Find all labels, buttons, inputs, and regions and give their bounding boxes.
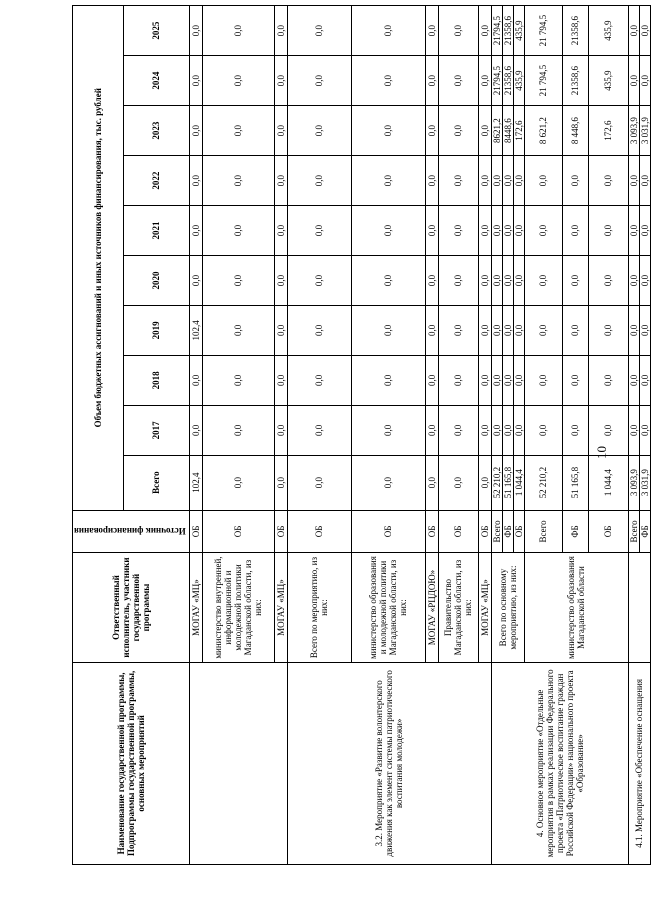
year-value-cell: 0,0 [425,305,438,355]
year-value-cell: 0,0 [425,405,438,455]
year-value-cell: 0,0 [189,255,202,305]
year-value-cell: 0,0 [274,355,287,405]
year-value-cell: 0,0 [438,6,478,56]
source-cell: ОБ [351,510,425,553]
year-value-cell: 0,0 [524,255,562,305]
col-executor-header: Ответственный исполнитель, участники государственной программы [73,553,190,662]
year-value-cell: 0,0 [524,206,562,256]
year-value-cell: 0,0 [513,405,524,455]
year-value-cell: 0,0 [639,56,650,106]
year-value-cell: 0,0 [425,6,438,56]
year-value-cell: 0,0 [189,355,202,405]
year-value-cell: 8621,2 [491,106,502,156]
year-value-cell: 0,0 [287,106,351,156]
year-value-cell: 21358,6 [562,6,588,56]
year-value-cell: 0,0 [562,405,588,455]
program-name-cell [189,662,287,864]
year-value-cell: 0,0 [628,56,639,106]
year-value-cell: 0,0 [562,355,588,405]
year-value-cell: 0,0 [189,56,202,106]
year-value-cell: 0,0 [502,206,513,256]
total-value-cell: 0,0 [287,455,351,510]
financing-table [72,5,651,865]
source-cell: ОБ [438,510,478,553]
year-value-cell: 8448,6 [502,106,513,156]
year-value-cell: 0,0 [438,255,478,305]
source-cell: ОБ [425,510,438,553]
year-value-cell: 0,0 [502,405,513,455]
year-value-cell: 0,0 [491,405,502,455]
year-value-cell: 3 031,9 [639,106,650,156]
year-value-cell: 8 448,6 [562,106,588,156]
year-value-cell: 0,0 [287,56,351,106]
executor-cell: Правительство Магаданской области, из них: [438,553,478,662]
executor-cell: МОГАУ «МЦ» [478,553,491,662]
year-value-cell: 21794,5 [491,56,502,106]
year-value-cell: 0,0 [202,6,274,56]
year-value-cell: 0,0 [639,6,650,56]
total-value-cell: 0,0 [351,455,425,510]
year-value-cell: 0,0 [513,206,524,256]
year-value-cell: 0,0 [588,156,628,206]
source-cell: ОБ [513,510,524,553]
col-source-header: Источник финансирования [73,510,190,553]
year-value-cell: 0,0 [639,255,650,305]
col-total-header: Всего [123,455,189,510]
total-value-cell: 3 031,9 [639,455,650,510]
executor-cell: Всего по мероприятию, из них: [287,553,351,662]
year-value-cell: 0,0 [202,405,274,455]
year-value-cell: 0,0 [351,156,425,206]
year-value-cell: 0,0 [189,206,202,256]
total-value-cell: 51 165,8 [502,455,513,510]
year-value-cell: 0,0 [628,405,639,455]
col-year-header: 2018 [123,355,189,405]
year-value-cell: 21794,5 [491,6,502,56]
year-value-cell: 435,9 [513,6,524,56]
table-row [491,6,502,865]
col-year-header: 2020 [123,255,189,305]
executor-cell [628,553,650,662]
year-value-cell: 0,0 [287,156,351,206]
total-value-cell: 3 093,9 [628,455,639,510]
year-value-cell: 0,0 [513,305,524,355]
year-value-cell: 0,0 [588,405,628,455]
year-value-cell: 0,0 [562,255,588,305]
year-value-cell: 0,0 [588,305,628,355]
year-value-cell: 0,0 [202,156,274,206]
year-value-cell: 0,0 [189,6,202,56]
year-value-cell: 0,0 [491,255,502,305]
year-value-cell: 21358,6 [502,56,513,106]
year-value-cell: 0,0 [513,156,524,206]
year-value-cell: 0,0 [438,405,478,455]
year-value-cell: 0,0 [202,56,274,106]
year-value-cell: 0,0 [202,355,274,405]
year-value-cell: 0,0 [478,6,491,56]
year-value-cell: 0,0 [628,206,639,256]
year-value-cell: 0,0 [478,305,491,355]
year-value-cell: 0,0 [425,156,438,206]
executor-cell: Всего по основному мероприятию, из них: [491,553,524,662]
year-value-cell: 0,0 [478,56,491,106]
year-value-cell: 0,0 [438,106,478,156]
year-value-cell: 0,0 [425,255,438,305]
year-value-cell: 0,0 [491,355,502,405]
year-value-cell: 0,0 [351,56,425,106]
year-value-cell: 0,0 [513,355,524,405]
year-value-cell: 0,0 [351,6,425,56]
year-value-cell: 435,9 [588,56,628,106]
year-value-cell: 0,0 [351,305,425,355]
year-value-cell: 0,0 [628,305,639,355]
year-value-cell: 0,0 [628,6,639,56]
year-value-cell: 0,0 [478,156,491,206]
year-value-cell: 0,0 [351,255,425,305]
year-value-cell: 0,0 [478,106,491,156]
year-value-cell: 0,0 [274,255,287,305]
source-cell: ФБ [639,510,650,553]
year-value-cell: 0,0 [274,206,287,256]
year-value-cell: 0,0 [588,355,628,405]
year-value-cell: 0,0 [351,355,425,405]
year-value-cell: 435,9 [588,6,628,56]
year-value-cell: 0,0 [639,305,650,355]
year-value-cell: 0,0 [189,156,202,206]
page-number: 10 [594,446,609,459]
total-value-cell: 0,0 [438,455,478,510]
table-row [189,6,202,865]
total-value-cell: 52 210,2 [524,455,562,510]
year-value-cell: 0,0 [287,255,351,305]
col-volume-header: Объем бюджетных ассигнований и иных источников финансирования, тыс. рублей [73,6,124,511]
year-value-cell: 0,0 [478,206,491,256]
year-value-cell: 0,0 [274,156,287,206]
executor-cell: МОГАУ «РЦДОЮ» [425,553,438,662]
year-value-cell: 0,0 [438,56,478,106]
executor-cell: МОГАУ «МЦ» [189,553,202,662]
col-year-header: 2025 [123,6,189,56]
year-value-cell: 0,0 [274,6,287,56]
year-value-cell: 0,0 [202,305,274,355]
year-value-cell: 0,0 [502,305,513,355]
executor-cell [524,553,628,662]
executor-cell: министерство образования и молодежной политики Магаданской области, из них: [351,553,425,662]
col-year-header: 2024 [123,56,189,106]
year-value-cell: 21 794,5 [524,6,562,56]
year-value-cell: 172,6 [588,106,628,156]
year-value-cell: 0,0 [502,156,513,206]
year-value-cell: 0,0 [189,405,202,455]
total-value-cell: 1 044,4 [513,455,524,510]
program-name-cell: 3.2. Мероприятие «Развитие волонтерского движения как элемент системы патриотического воспитания молодежи» [287,662,491,864]
year-value-cell: 21 794,5 [524,56,562,106]
year-value-cell: 435,9 [513,56,524,106]
table-row [628,6,639,865]
program-name-cell: 4.1. Мероприятие «Обеспечение оснащения [628,662,650,864]
col-name-header: Наименование государственной программы, Подпрограммы государственной программы, основных мероприятий [73,662,190,864]
year-value-cell: 21358,6 [502,6,513,56]
executor-label: министерство образования Магаданской области [566,556,587,660]
year-value-cell: 0,0 [639,405,650,455]
col-year-header: 2019 [123,305,189,355]
header-row-top [73,6,124,865]
year-value-cell: 0,0 [628,355,639,405]
source-cell: ОБ [189,510,202,553]
year-value-cell: 0,0 [202,255,274,305]
year-value-cell: 0,0 [524,405,562,455]
total-value-cell: 0,0 [202,455,274,510]
total-value-cell: 52 210,2 [491,455,502,510]
source-cell: ОБ [274,510,287,553]
year-value-cell: 0,0 [189,106,202,156]
year-value-cell: 8 621,2 [524,106,562,156]
total-value-cell: 1 044,4 [588,455,628,510]
executor-cell: МОГАУ «МЦ» [274,553,287,662]
year-value-cell: 3 093,9 [628,106,639,156]
year-value-cell: 0,0 [438,206,478,256]
total-value-cell: 102,4 [189,455,202,510]
source-cell: ОБ [287,510,351,553]
year-value-cell: 0,0 [478,255,491,305]
year-value-cell: 0,0 [639,156,650,206]
year-value-cell: 0,0 [502,355,513,405]
col-year-header: 2023 [123,106,189,156]
total-value-cell: 0,0 [425,455,438,510]
year-value-cell: 0,0 [478,405,491,455]
year-value-cell: 172,6 [513,106,524,156]
year-value-cell: 0,0 [438,305,478,355]
program-name-cell: 4. Основное мероприятие «Отдельные мероприятия в рамках реализации Федерального проекта «Патриотическое воспитание граждан Российской Федерации» национального проекта «Образование» [491,662,628,864]
year-value-cell: 0,0 [274,56,287,106]
year-value-cell: 0,0 [351,206,425,256]
year-value-cell: 0,0 [202,106,274,156]
year-value-cell: 0,0 [287,305,351,355]
year-value-cell: 0,0 [287,6,351,56]
year-value-cell: 0,0 [628,156,639,206]
source-cell: Всего [628,510,639,553]
year-value-cell: 0,0 [524,355,562,405]
source-cell: ОБ [588,510,628,553]
year-value-cell: 0,0 [274,305,287,355]
year-value-cell: 0,0 [287,355,351,405]
year-value-cell: 0,0 [513,255,524,305]
total-value-cell: 0,0 [478,455,491,510]
source-cell: ОБ [478,510,491,553]
year-value-cell: 102,4 [189,305,202,355]
source-cell: ФБ [502,510,513,553]
executor-cell: министерство внутренней, информационной и молодежной политики Магаданской области, из них: [202,553,274,662]
table-body [189,6,650,865]
year-value-cell: 0,0 [274,405,287,455]
year-value-cell: 0,0 [524,156,562,206]
col-year-header: 2021 [123,206,189,256]
year-value-cell: 0,0 [639,206,650,256]
year-value-cell: 0,0 [562,305,588,355]
year-value-cell: 0,0 [562,156,588,206]
year-value-cell: 0,0 [491,156,502,206]
source-cell: Всего [491,510,502,553]
year-value-cell: 0,0 [287,206,351,256]
year-value-cell: 0,0 [438,156,478,206]
year-value-cell: 0,0 [438,355,478,405]
year-value-cell: 0,0 [351,106,425,156]
total-value-cell: 51 165,8 [562,455,588,510]
col-year-header: 2017 [123,405,189,455]
year-value-cell: 0,0 [502,255,513,305]
year-value-cell: 0,0 [562,206,588,256]
table-row [287,6,351,865]
year-value-cell: 0,0 [639,355,650,405]
year-value-cell: 0,0 [202,206,274,256]
year-value-cell: 0,0 [491,206,502,256]
year-value-cell: 0,0 [491,305,502,355]
year-value-cell: 0,0 [478,355,491,405]
source-cell: Всего [524,510,562,553]
year-value-cell: 0,0 [351,405,425,455]
year-value-cell: 0,0 [425,56,438,106]
year-value-cell: 0,0 [425,206,438,256]
source-cell: ФБ [562,510,588,553]
year-value-cell: 0,0 [425,106,438,156]
year-value-cell: 0,0 [287,405,351,455]
year-value-cell: 0,0 [425,355,438,405]
col-year-header: 2022 [123,156,189,206]
year-value-cell: 0,0 [524,305,562,355]
year-value-cell: 0,0 [588,255,628,305]
year-value-cell: 0,0 [274,106,287,156]
year-value-cell: 21358,6 [562,56,588,106]
year-value-cell: 0,0 [588,206,628,256]
source-cell: ОБ [202,510,274,553]
year-value-cell: 0,0 [628,255,639,305]
total-value-cell: 0,0 [274,455,287,510]
